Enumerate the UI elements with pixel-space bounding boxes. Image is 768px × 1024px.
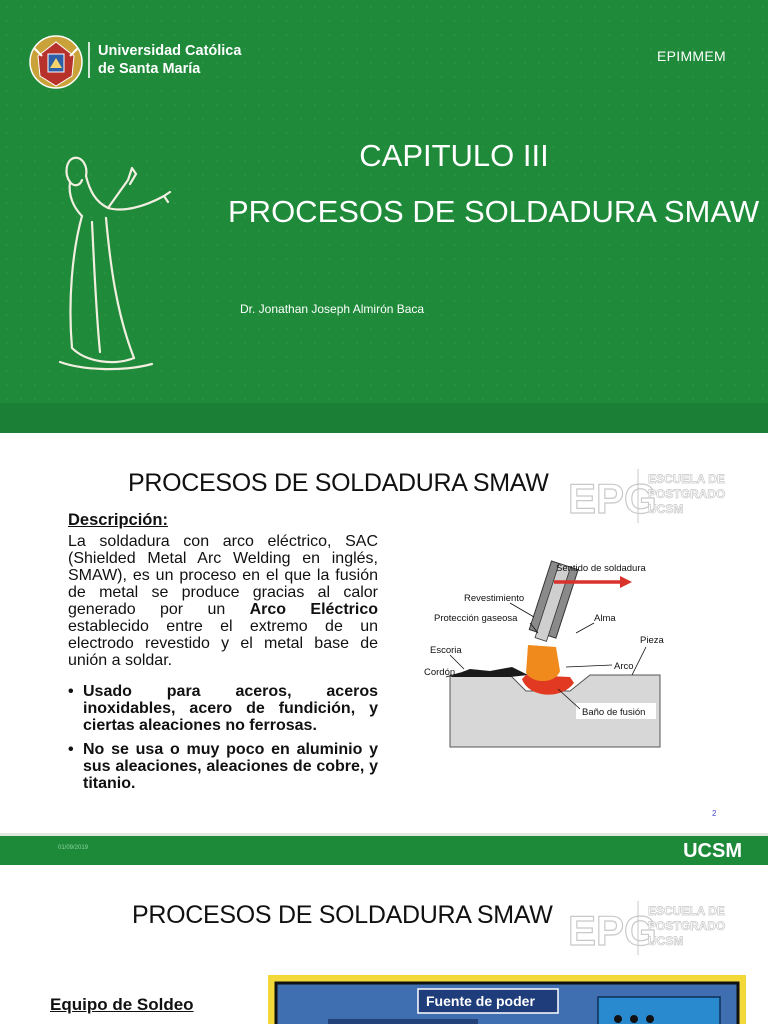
epg-logo-line2: POSTGRADO xyxy=(648,919,726,933)
smaw-welding-diagram xyxy=(410,551,675,751)
epg-logo-icon xyxy=(568,469,748,525)
epg-logo-line1: ESCUELA DE xyxy=(648,904,725,918)
bullet-list xyxy=(68,683,378,799)
slide-title: PROCESOS DE SOLDADURA SMAW xyxy=(132,901,553,929)
slide-subtitle: PROCESOS DE SOLDADURA SMAW xyxy=(228,194,760,229)
list-item xyxy=(68,683,378,734)
label-revestimiento: Revestimiento xyxy=(464,593,525,604)
paragraph-text-start: La soldadura con arco eléctrico, SAC (Shielded Metal Arc Welding en inglés, SMAW), es un proceso en el que la fusión de metal se produce gracias al calor generado por un xyxy=(68,533,378,618)
page-number: 2 xyxy=(712,809,717,818)
list-item xyxy=(68,741,378,792)
label-sentido: Sentido de soldadura xyxy=(556,563,646,574)
virgin-figure-icon xyxy=(52,152,177,374)
label-proteccion: Protección gaseosa xyxy=(434,613,518,624)
university-name xyxy=(98,42,241,78)
slide-title: PROCESOS DE SOLDADURA SMAW xyxy=(128,469,549,497)
paragraph-bold-term: Arco Eléctrico xyxy=(249,601,379,618)
bullet-text: No se usa o muy poco en aluminio y sus aleaciones, aleaciones de cobre, y titanio. xyxy=(83,741,378,792)
bullet-icon: • xyxy=(68,683,74,700)
description-paragraph xyxy=(68,533,378,669)
title-slide xyxy=(0,0,768,433)
footer-brand: UCSM xyxy=(683,840,742,862)
label-pieza: Pieza xyxy=(640,635,664,646)
epg-logo-text: EPG xyxy=(568,475,657,522)
author-name: Dr. Jonathan Joseph Almirón Baca xyxy=(240,302,425,316)
chapter-title: CAPITULO III xyxy=(359,138,549,173)
label-escoria: Escoria xyxy=(430,645,462,656)
epg-logo-line2: POSTGRADO xyxy=(648,487,726,501)
bottom-band xyxy=(0,403,768,433)
epg-logo-line1: ESCUELA DE xyxy=(648,472,725,486)
bullet-icon: • xyxy=(68,741,74,758)
equipment-label: Fuente de poder xyxy=(426,993,535,1009)
paragraph-text-end: establecido entre el extremo de un electrodo revestido y el metal base de unión a soldar. xyxy=(68,618,378,669)
label-cordon: Cordón xyxy=(424,667,456,678)
label-alma: Alma xyxy=(594,613,616,624)
footer-band xyxy=(0,836,768,865)
university-name-line2: de Santa María xyxy=(98,61,201,77)
section-heading: Equipo de Soldeo xyxy=(50,995,194,1014)
epg-logo-text: EPG xyxy=(568,907,657,954)
epg-logo-line3: UCSM xyxy=(648,934,684,948)
university-name-line1: Universidad Católica xyxy=(98,43,242,59)
welding-equipment-image xyxy=(268,975,746,1024)
university-crest-icon xyxy=(28,34,84,90)
section-heading: Descripción: xyxy=(68,511,168,529)
epg-logo-line3: UCSM xyxy=(648,502,684,516)
epg-logo-icon xyxy=(568,901,748,957)
logo-divider xyxy=(88,42,90,78)
label-arco: Arco xyxy=(614,661,634,672)
department-label: EPIMMEM xyxy=(657,48,726,64)
description-slide xyxy=(0,433,768,865)
label-bano: Baño de fusión xyxy=(582,707,646,718)
bullet-text: Usado para aceros, aceros inoxidables, acero de fundición, y ciertas aleaciones no ferrosas. xyxy=(83,683,378,734)
footer-date: 01/09/2019 xyxy=(58,845,89,851)
equipment-slide xyxy=(0,865,768,1024)
